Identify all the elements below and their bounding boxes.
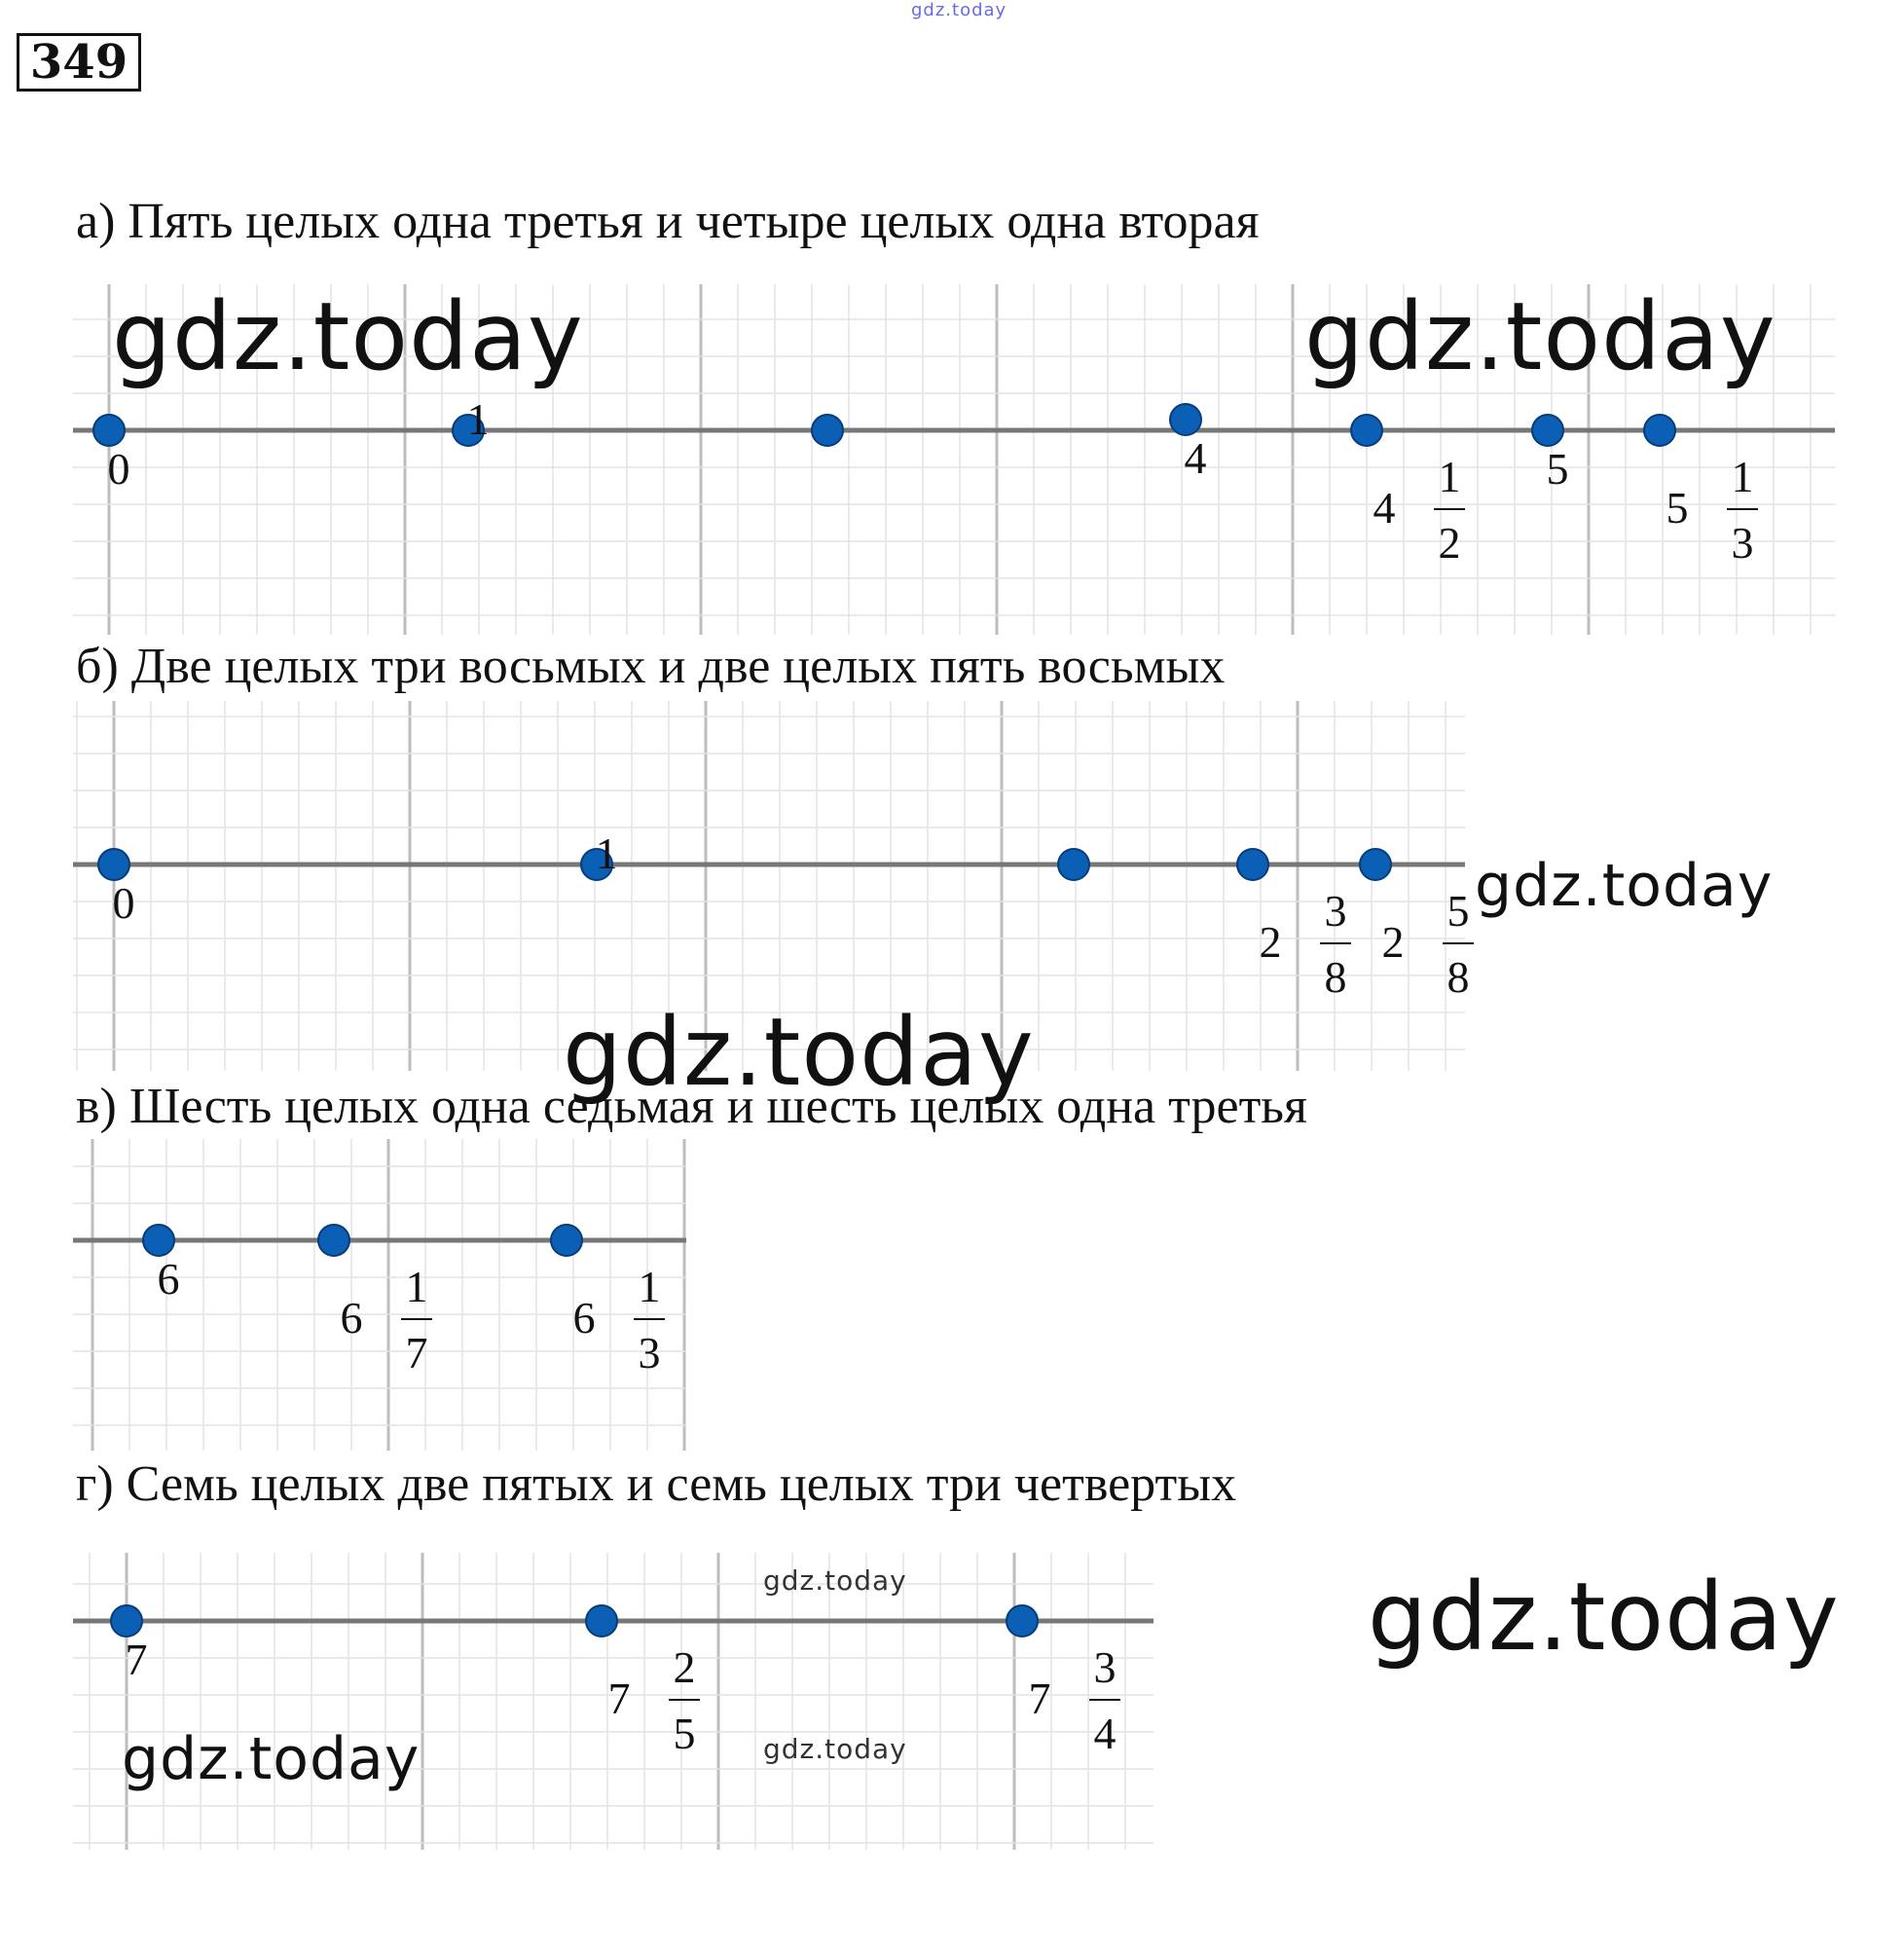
label-v-0: 6: [157, 1254, 180, 1304]
watermark-g-right: gdz.today: [1368, 1563, 1840, 1672]
label-den-g-2: 4: [1093, 1709, 1117, 1758]
label-whole-g-1: 7: [607, 1674, 631, 1723]
number-line-v: [73, 1139, 686, 1451]
label-den-a-6: 3: [1731, 518, 1754, 568]
label-num-g-2: 3: [1093, 1642, 1117, 1692]
watermark-b-right: gdz.today: [1475, 852, 1774, 920]
watermark-g-small-top: gdz.today: [763, 1564, 907, 1597]
label-whole-v-1: 6: [340, 1293, 363, 1343]
label-whole-g-2: 7: [1028, 1674, 1051, 1723]
watermark-a-left: gdz.today: [112, 282, 584, 391]
number-line-g: [73, 1553, 1153, 1850]
point-b-2: [1058, 849, 1089, 880]
point-v-0: [143, 1225, 174, 1256]
point-g-2: [1007, 1605, 1038, 1637]
heading-a: а) Пять целых одна третья и четыре целых одна вторая: [76, 194, 1260, 249]
label-den-v-2: 3: [638, 1328, 661, 1378]
point-v-1: [318, 1225, 349, 1256]
label-b-0: 0: [112, 878, 135, 928]
label-num-v-1: 1: [405, 1262, 428, 1311]
point-b-3: [1237, 849, 1268, 880]
point-a-2: [812, 415, 843, 446]
label-a-1: 1: [466, 394, 490, 444]
watermark-b-center: gdz.today: [563, 998, 1035, 1107]
watermark-g-small-bottom: gdz.today: [763, 1733, 907, 1765]
point-b-4: [1360, 849, 1391, 880]
label-num-a-6: 1: [1731, 452, 1754, 501]
watermark-g-left: gdz.today: [122, 1725, 421, 1793]
label-den-g-1: 5: [673, 1709, 696, 1758]
label-den-b-3: 8: [1324, 952, 1347, 1002]
label-num-a-4: 1: [1438, 452, 1461, 501]
point-a-3: [1170, 404, 1201, 435]
label-a-0: 0: [107, 444, 130, 494]
watermark-a-right: gdz.today: [1304, 282, 1776, 391]
point-b-0: [98, 849, 129, 880]
label-b-1: 1: [595, 828, 618, 878]
label-a-5: 5: [1546, 444, 1569, 494]
label-den-b-4: 8: [1446, 952, 1470, 1002]
heading-g: г) Семь целых две пятых и семь целых три четвертых: [76, 1456, 1237, 1512]
label-num-v-2: 1: [638, 1262, 661, 1311]
label-whole-a-6: 5: [1666, 483, 1689, 533]
label-g-0: 7: [125, 1635, 148, 1684]
point-a-4: [1351, 415, 1382, 446]
heading-b: б) Две целых три восьмых и две целых пять восьмых: [76, 639, 1226, 694]
label-whole-v-2: 6: [572, 1293, 596, 1343]
watermark-top: gdz.today: [911, 0, 1007, 20]
label-num-b-3: 3: [1324, 886, 1347, 936]
label-whole-a-4: 4: [1373, 483, 1396, 533]
point-a-0: [93, 415, 125, 446]
point-g-1: [586, 1605, 617, 1637]
label-num-g-1: 2: [673, 1642, 696, 1692]
problem-number: 349: [17, 33, 141, 92]
label-whole-b-4: 2: [1381, 917, 1405, 967]
labels-v: [158, 1254, 666, 1378]
point-g-0: [111, 1605, 142, 1637]
label-whole-b-3: 2: [1259, 917, 1282, 967]
point-a-6: [1644, 415, 1675, 446]
heading-v: в) Шесть целых одна седьмая и шесть целых одна третья: [76, 1079, 1307, 1134]
label-a-3: 4: [1184, 433, 1207, 483]
label-num-b-4: 5: [1446, 886, 1470, 936]
label-den-v-1: 7: [405, 1328, 428, 1378]
point-a-5: [1532, 415, 1563, 446]
label-den-a-4: 2: [1438, 518, 1461, 568]
point-v-2: [551, 1225, 582, 1256]
